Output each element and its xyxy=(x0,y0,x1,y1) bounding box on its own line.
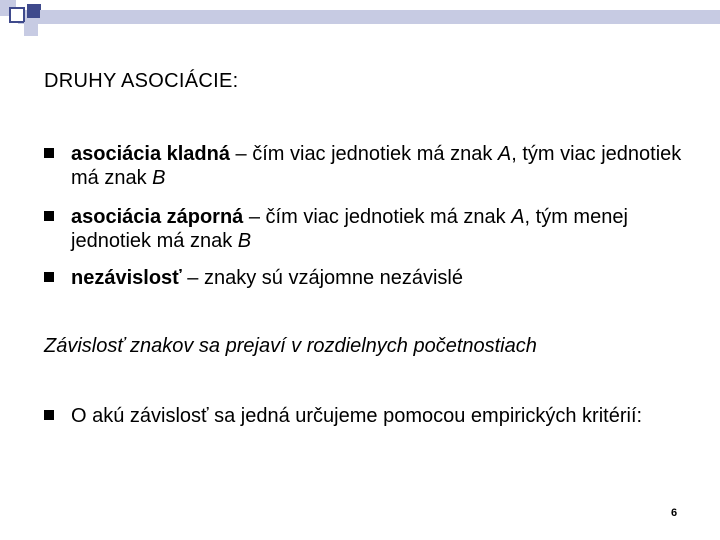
deco-square-3 xyxy=(27,4,41,18)
list-item-text xyxy=(71,142,686,190)
slide-title: DRUHY ASOCIÁCIE: xyxy=(44,70,239,92)
bullet-square-icon xyxy=(44,211,54,221)
variable: A xyxy=(497,143,512,165)
text-part: , tým menej jednotiek má znak xyxy=(71,206,628,252)
list-item xyxy=(44,142,684,190)
header-decoration xyxy=(0,0,720,45)
deco-bar xyxy=(18,10,720,24)
text-part: – čím viac jednotiek má znak xyxy=(229,143,498,165)
text-part: – čím viac jednotiek má znak xyxy=(243,206,512,228)
list-item-text xyxy=(71,205,686,253)
bullet-square-icon xyxy=(44,272,54,282)
bullet-square-icon xyxy=(44,410,54,420)
text-part: , tým viac jednotiek má znak xyxy=(71,143,682,189)
deco-square-5 xyxy=(40,10,52,22)
deco-square-4 xyxy=(24,22,38,36)
list-item-text xyxy=(71,266,686,290)
variable: B xyxy=(152,167,166,189)
variable: B xyxy=(237,230,252,252)
list-item xyxy=(44,266,684,290)
note-text: Závislosť znakov sa prejaví v rozdielnych početnostiach xyxy=(44,335,537,357)
deco-square-2 xyxy=(10,8,24,22)
variable: A xyxy=(511,206,525,228)
bullet-square-icon xyxy=(44,148,54,158)
list-item xyxy=(44,404,684,452)
text-part: – znaky sú vzájomne nezávislé xyxy=(181,267,463,289)
term: nezávislosť xyxy=(71,267,182,289)
list-item xyxy=(44,205,684,253)
page-number: 6 xyxy=(670,507,678,519)
list-item-text: O akú závislosť sa jedná určujeme pomocou empirických kritérií: xyxy=(71,405,643,427)
term: asociácia kladná xyxy=(71,143,230,165)
term: asociácia záporná xyxy=(71,206,244,228)
